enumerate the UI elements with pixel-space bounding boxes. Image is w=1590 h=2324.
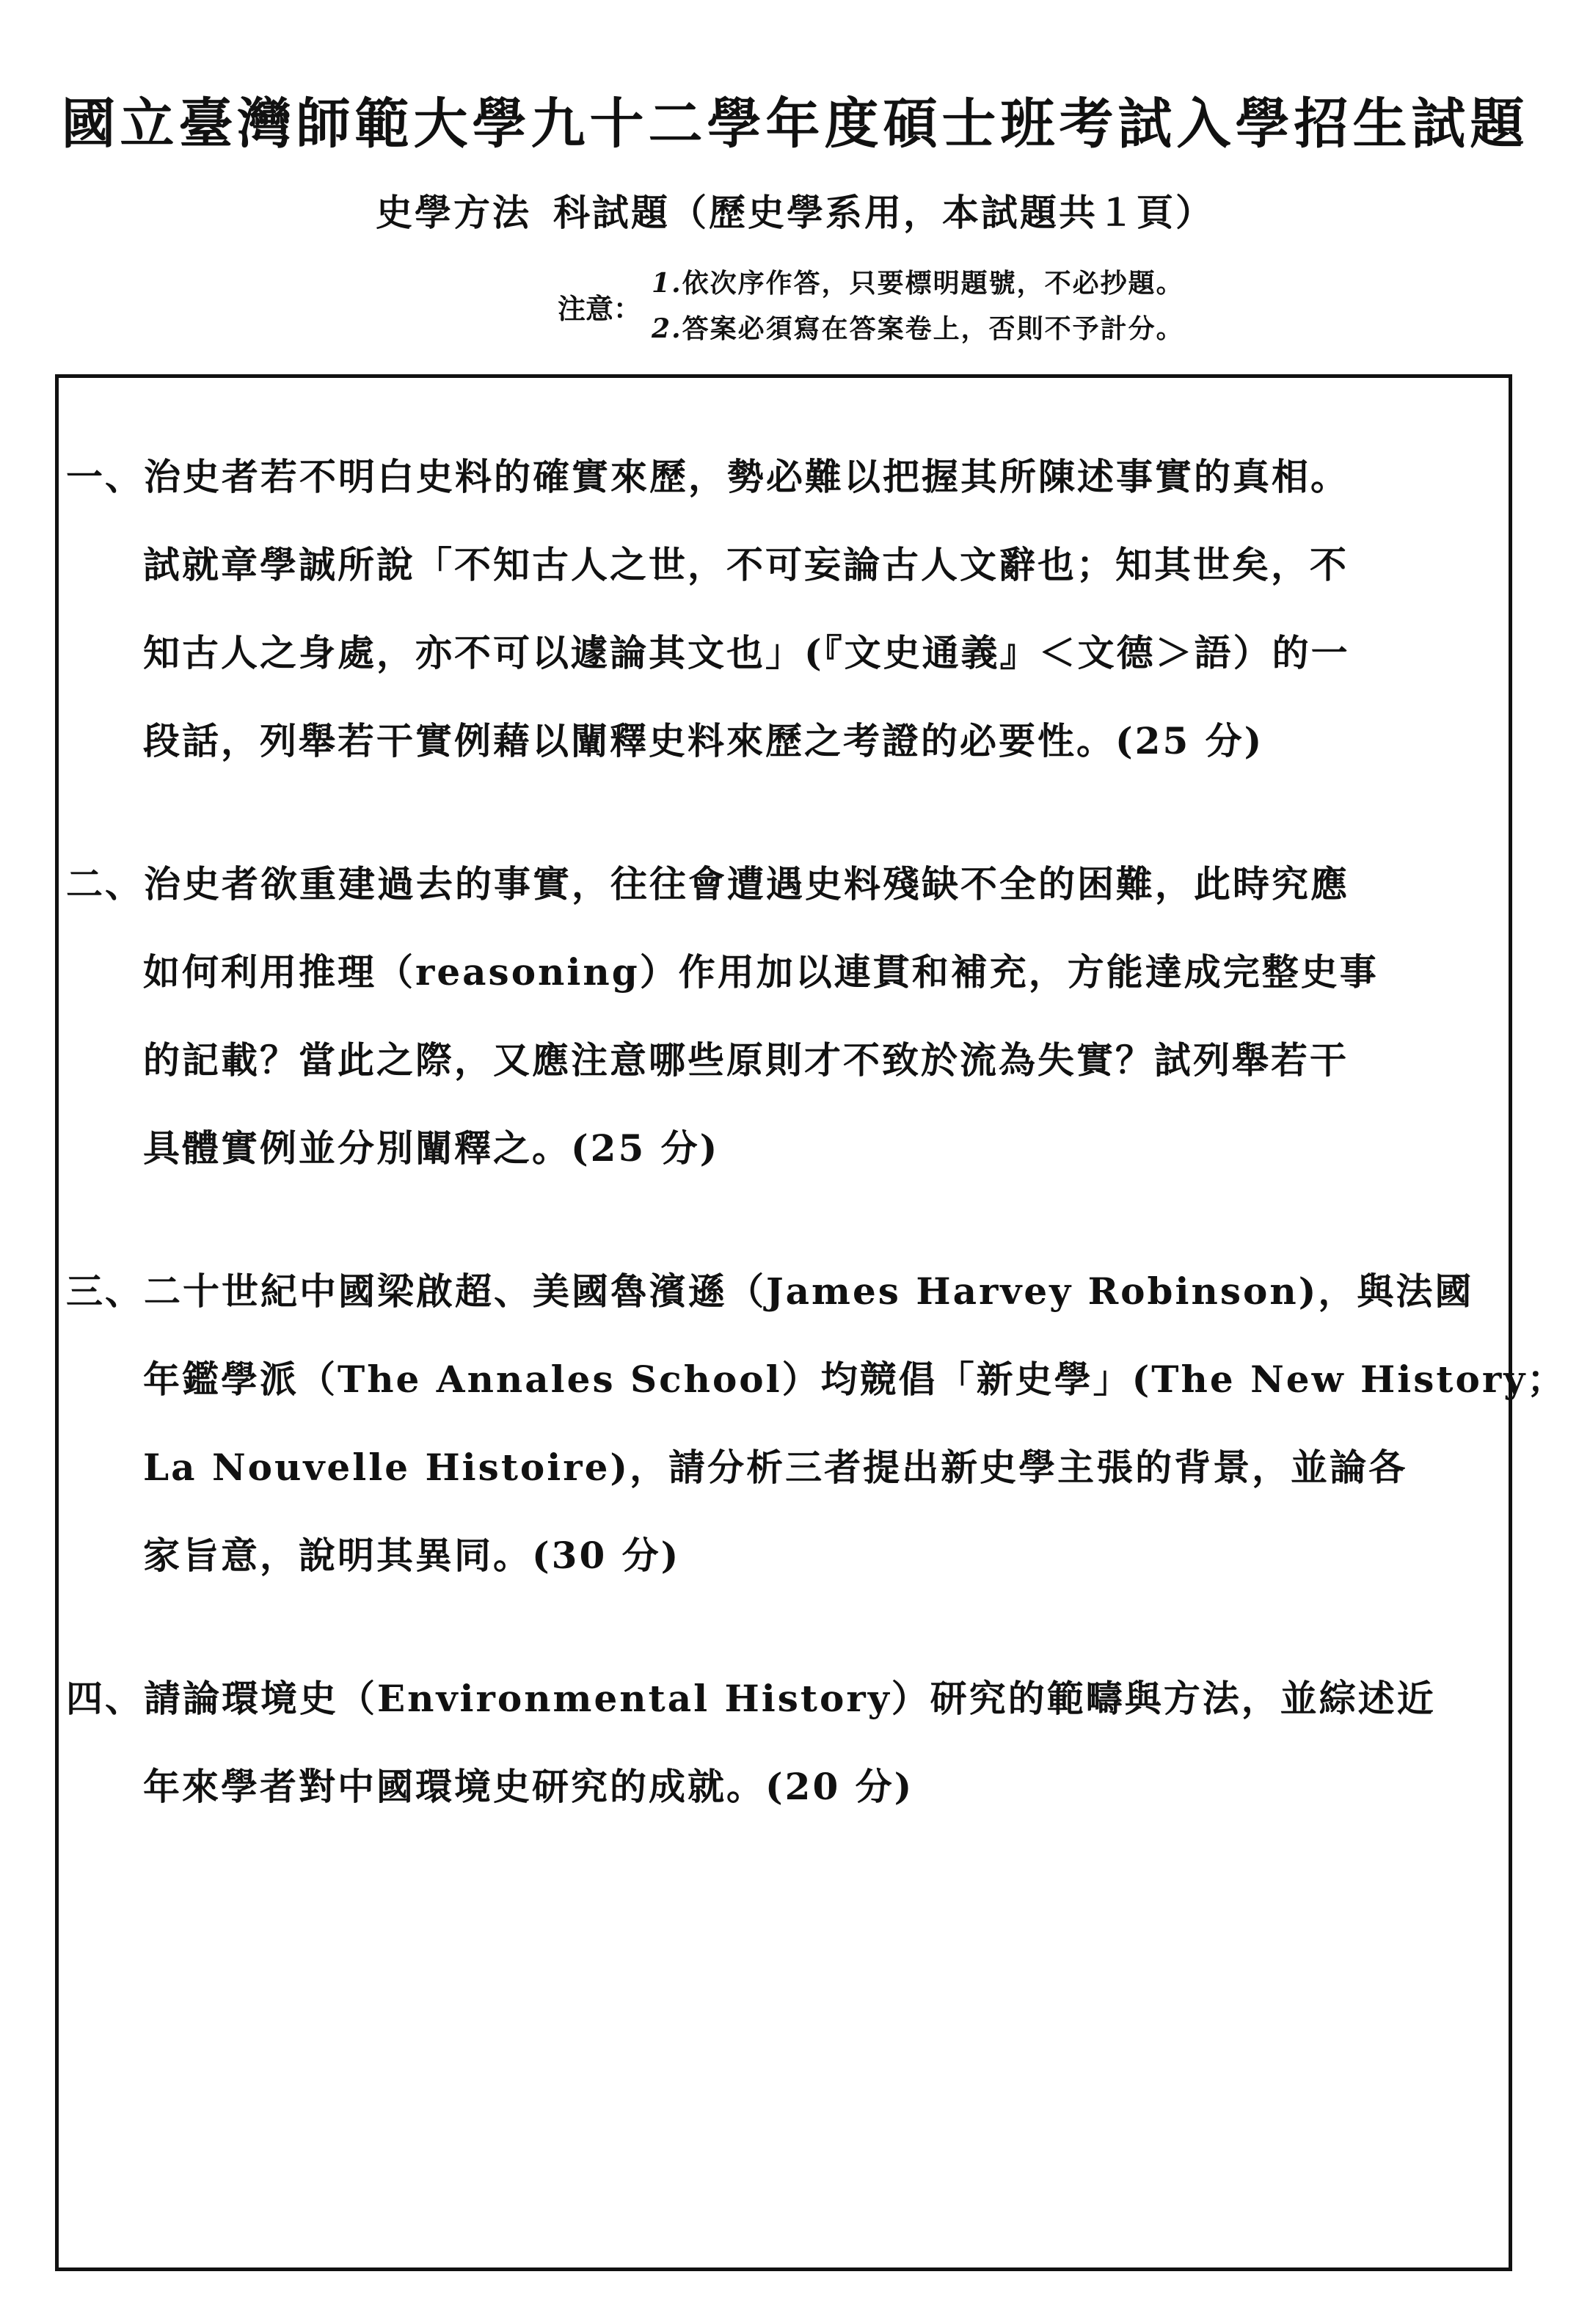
question-line [66,840,1379,928]
instruction-item [652,261,1184,306]
question-text: 年鑑學派（The Annales School）均競倡「新史學」(The New History； [143,1358,1567,1401]
question-3 [66,1247,1566,1600]
instructions-label: 注意： [558,291,642,325]
question-number: 四、 [66,1677,144,1720]
exam-subtitle [0,183,1590,236]
question-line [66,1016,1379,1104]
question-text: 治史者若不明白史料的確實來歷，勢必難以把握其所陳述事實的真相。 [144,455,1349,498]
question-text: 年來學者對中國環境史研究的成就。(20 分) [143,1765,914,1808]
question-text: 請論環境史（Environmental History）研究的範疇與方法，並綜述近 [144,1677,1436,1720]
question-line [66,433,1350,521]
question-line [66,1104,1379,1192]
question-line [66,1424,1566,1512]
question-text: 治史者欲重建過去的事實，往往會遭遇史料殘缺不全的困難，此時究應 [144,862,1349,906]
instruction-number: 1. [652,268,682,299]
question-line [66,1336,1566,1424]
exam-title: 國立臺灣師範大學九十二學年度碩士班考試入學招生試題 [61,92,1529,156]
question-line [66,1655,1436,1743]
question-4 [66,1655,1436,1831]
question-line [66,1512,1566,1600]
instruction-item [652,306,1184,351]
question-1 [66,433,1350,785]
question-text: 具體實例並分別闡釋之。(25 分) [143,1126,720,1170]
question-text: 的記載？當此之際，又應注意哪些原則才不致於流為失實？試列舉若干 [143,1038,1349,1082]
instruction-text: 答案必須寫在答案卷上，否則不予計分。 [682,313,1184,344]
question-text: 二十世紀中國梁啟超、美國魯濱遜（James Harvey Robinson)，與法國 [144,1270,1474,1313]
instructions-list [652,261,1184,351]
instruction-number: 2. [652,313,682,344]
question-line [66,521,1350,609]
question-line [66,609,1350,697]
question-text: 試就章學誠所說「不知古人之世，不可妄論古人文辭也；知其世矣，不 [143,543,1349,586]
subject-name: 史學方法 [376,191,531,234]
instructions [558,261,1184,351]
question-text: 知古人之身處，亦不可以遽論其文也」(『文史通義』＜文德＞語）的一 [143,631,1350,674]
question-text: 段話，列舉若干實例藉以闡釋史料來歷之考證的必要性。(25 分) [143,719,1264,762]
question-number: 二、 [66,862,144,906]
question-text: 如何利用推理（reasoning）作用加以連貫和補充，方能達成完整史事 [143,950,1379,994]
subtitle-detail: 科試題（歷史學系用，本試題共１頁） [553,191,1214,234]
question-2 [66,840,1379,1192]
question-text: 家旨意，說明其異同。(30 分) [143,1534,681,1577]
question-line [66,697,1350,785]
question-line [66,928,1379,1016]
question-line [66,1743,1436,1831]
question-line [66,1247,1566,1336]
question-text: La Nouvelle Histoire)，請分析三者提出新史學主張的背景，並論各 [143,1446,1408,1489]
question-number: 三、 [66,1270,144,1313]
instruction-text: 依次序作答，只要標明題號，不必抄題。 [682,268,1184,299]
question-number: 一、 [66,455,144,498]
